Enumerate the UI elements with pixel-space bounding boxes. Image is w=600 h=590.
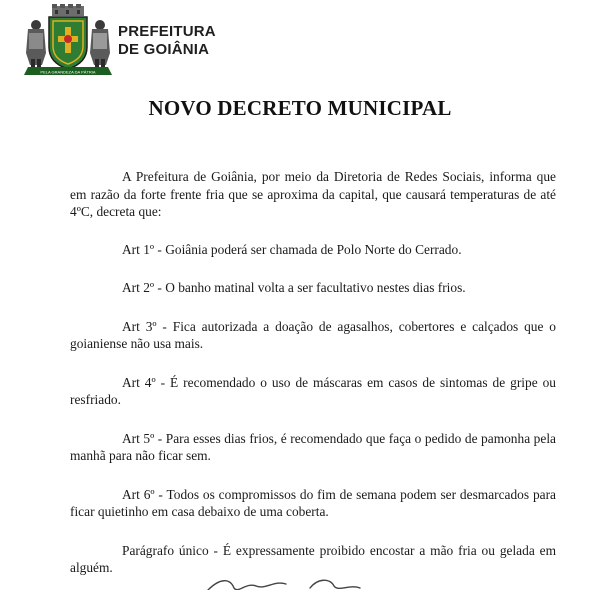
document-title: NOVO DECRETO MUNICIPAL (148, 96, 452, 120)
org-name-line2: DE GOIÂNIA (118, 41, 210, 58)
intro-paragraph: A Prefeitura de Goiânia, por meio da Diretoria de Redes Sociais, informa que em razão da forte frente fria que se aproxima da capital, que causará temperaturas de até 4ºC, decreta que: (70, 169, 556, 219)
article-2: Art 2º - O banho matinal volta a ser facultativo nestes dias frios. (122, 280, 466, 295)
header (22, 3, 322, 81)
signature-mark (200, 572, 380, 590)
article-1: Art 1º - Goiânia poderá ser chamada de Polo Norte do Cerrado. (122, 241, 462, 257)
document-body (70, 168, 556, 577)
organization-name (118, 23, 216, 59)
logo-motto: PELA GRANDEZA DA PÁTRIA (40, 69, 96, 75)
article-6: Art 6º - Todos os compromissos do fim de semana podem ser desmarcados para ficar quietinho em casa debaixo de uma coberta. (70, 486, 556, 519)
article-3: Art 3º - Fica autorizada a doação de agasalhos, cobertores e calçados que o goianiense não usa mais. (70, 318, 556, 351)
article-4: Art 4º - É recomendado o uso de máscaras em casos de sintomas de gripe ou resfriado. (70, 374, 556, 407)
paragrafo-unico: Parágrafo único - É expressamente proibido encostar a mão fria ou gelada em alguém. (70, 542, 556, 575)
coat-of-arms-logo (22, 3, 114, 79)
article-5: Art 5º - Para esses dias frios, é recomendado que faça o pedido de pamonha pela manhã para não ficar sem. (70, 430, 556, 463)
org-name-line1: PREFEITURA (118, 23, 216, 40)
